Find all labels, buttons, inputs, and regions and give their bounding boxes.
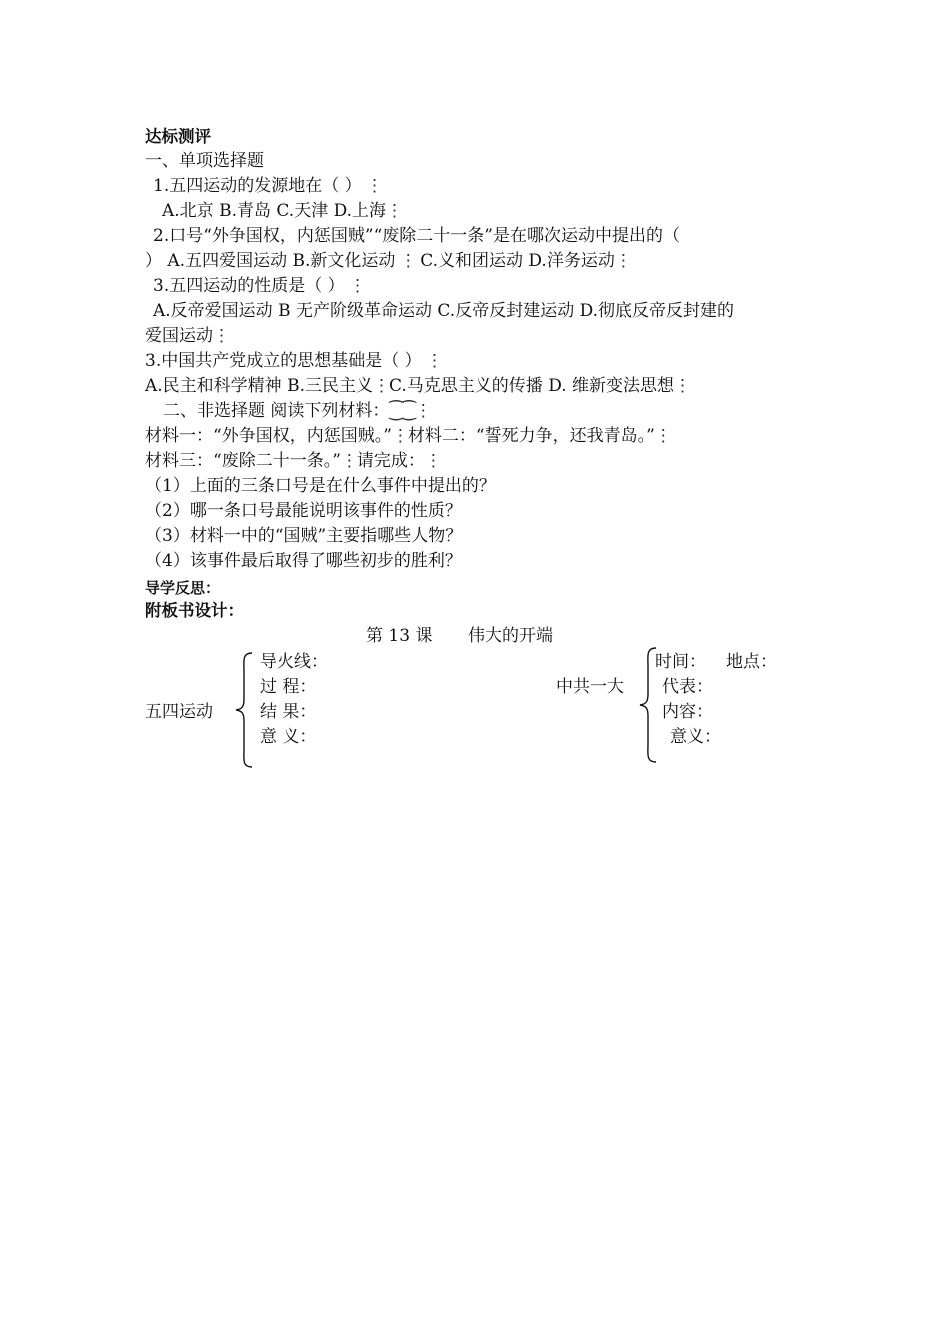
- left-topic: 五四运动: [145, 702, 213, 722]
- field-mark-icon: ⋮: [340, 451, 357, 471]
- q2-stem: 2.口号“外争国权，内惩国贼”“废除二十一条”是在哪次运动中提出的（: [153, 226, 680, 246]
- field-mark-icon: ⋮: [213, 326, 229, 346]
- field-mark-icon: ⋮: [424, 451, 441, 471]
- q1-options: A.北京 B.青岛 C.天津 D.上海⋮: [162, 201, 403, 221]
- field-mark-icon: ⋮: [654, 426, 671, 446]
- question-4: （4）该事件最后取得了哪些初步的胜利？: [145, 551, 462, 571]
- board-title: 伟大的开端: [468, 626, 553, 646]
- right-item-content: 内容：: [662, 702, 713, 722]
- question-2: （2）哪一条口号最能说明该事件的性质？: [145, 501, 462, 521]
- field-mark-icon: ⋮: [395, 251, 421, 271]
- field-mark-icon: ⋮: [386, 201, 403, 221]
- field-mark-icon: ⋮: [421, 351, 443, 371]
- q4-stem: 3.中国共产党成立的思想基础是（ ） ⋮: [145, 351, 443, 371]
- left-item-result: 结 果：: [260, 702, 317, 722]
- section-title: 达标测评: [145, 127, 211, 146]
- q4-options: A.民主和科学精神 B.三民主义⋮C.马克思主义的传播 D. 维新变法思想⋮: [145, 376, 691, 396]
- left-item-meaning: 意 义：: [260, 727, 317, 747]
- right-item-time: 时间：: [655, 652, 706, 672]
- comment-mark-icon: ⁐⁐⋮: [389, 401, 431, 421]
- right-item-meaning: 意义：: [670, 727, 721, 747]
- q2-options: ） A.五四爱国运动 B.新文化运动 ⋮ C.义和团运动 D.洋务运动⋮: [145, 251, 631, 271]
- board-lesson: 第 13 课: [366, 626, 433, 646]
- field-mark-icon: ⋮: [674, 376, 691, 396]
- field-mark-icon: ⋮: [344, 276, 366, 296]
- part2-heading: 二、非选择题 阅读下列材料：⁐⁐⋮: [163, 401, 431, 421]
- field-mark-icon: ⋮: [372, 376, 389, 396]
- reflection-label: 导学反思：: [145, 579, 221, 597]
- field-mark-icon: ⋮: [391, 426, 408, 446]
- board-label: 附板书设计：: [145, 601, 244, 620]
- q3-options: A.反帝爱国运动 B 无产阶级革命运动 C.反帝反封建运动 D.彻底反帝反封建的: [153, 301, 735, 321]
- question-3: （3）材料一中的“国贼”主要指哪些人物？: [145, 526, 463, 546]
- left-item-trigger: 导火线：: [260, 652, 328, 672]
- field-mark-icon: ⋮: [614, 251, 631, 271]
- right-item-place: 地点：: [726, 652, 777, 672]
- right-topic: 中共一大: [556, 677, 624, 697]
- question-1: （1）上面的三条口号是在什么事件中提出的？: [145, 476, 496, 496]
- right-item-delegates: 代表：: [662, 677, 713, 697]
- materials-1-2: 材料一：“外争国权，内惩国贼。”⋮材料二：“誓死力争，还我青岛。”⋮: [145, 426, 671, 446]
- material-3: 材料三：“废除二十一条。”⋮请完成：⋮: [145, 451, 441, 471]
- left-item-process: 过 程：: [260, 677, 317, 697]
- part1-heading: 一、单项选择题: [145, 151, 264, 171]
- field-mark-icon: ⋮: [361, 176, 383, 196]
- q3-stem: 3.五四运动的性质是（ ） ⋮: [153, 276, 366, 296]
- q1-stem: 1.五四运动的发源地在（ ） ⋮: [153, 176, 383, 196]
- q3-options-cont: 爱国运动⋮: [145, 326, 229, 346]
- left-brace-icon: [232, 651, 256, 769]
